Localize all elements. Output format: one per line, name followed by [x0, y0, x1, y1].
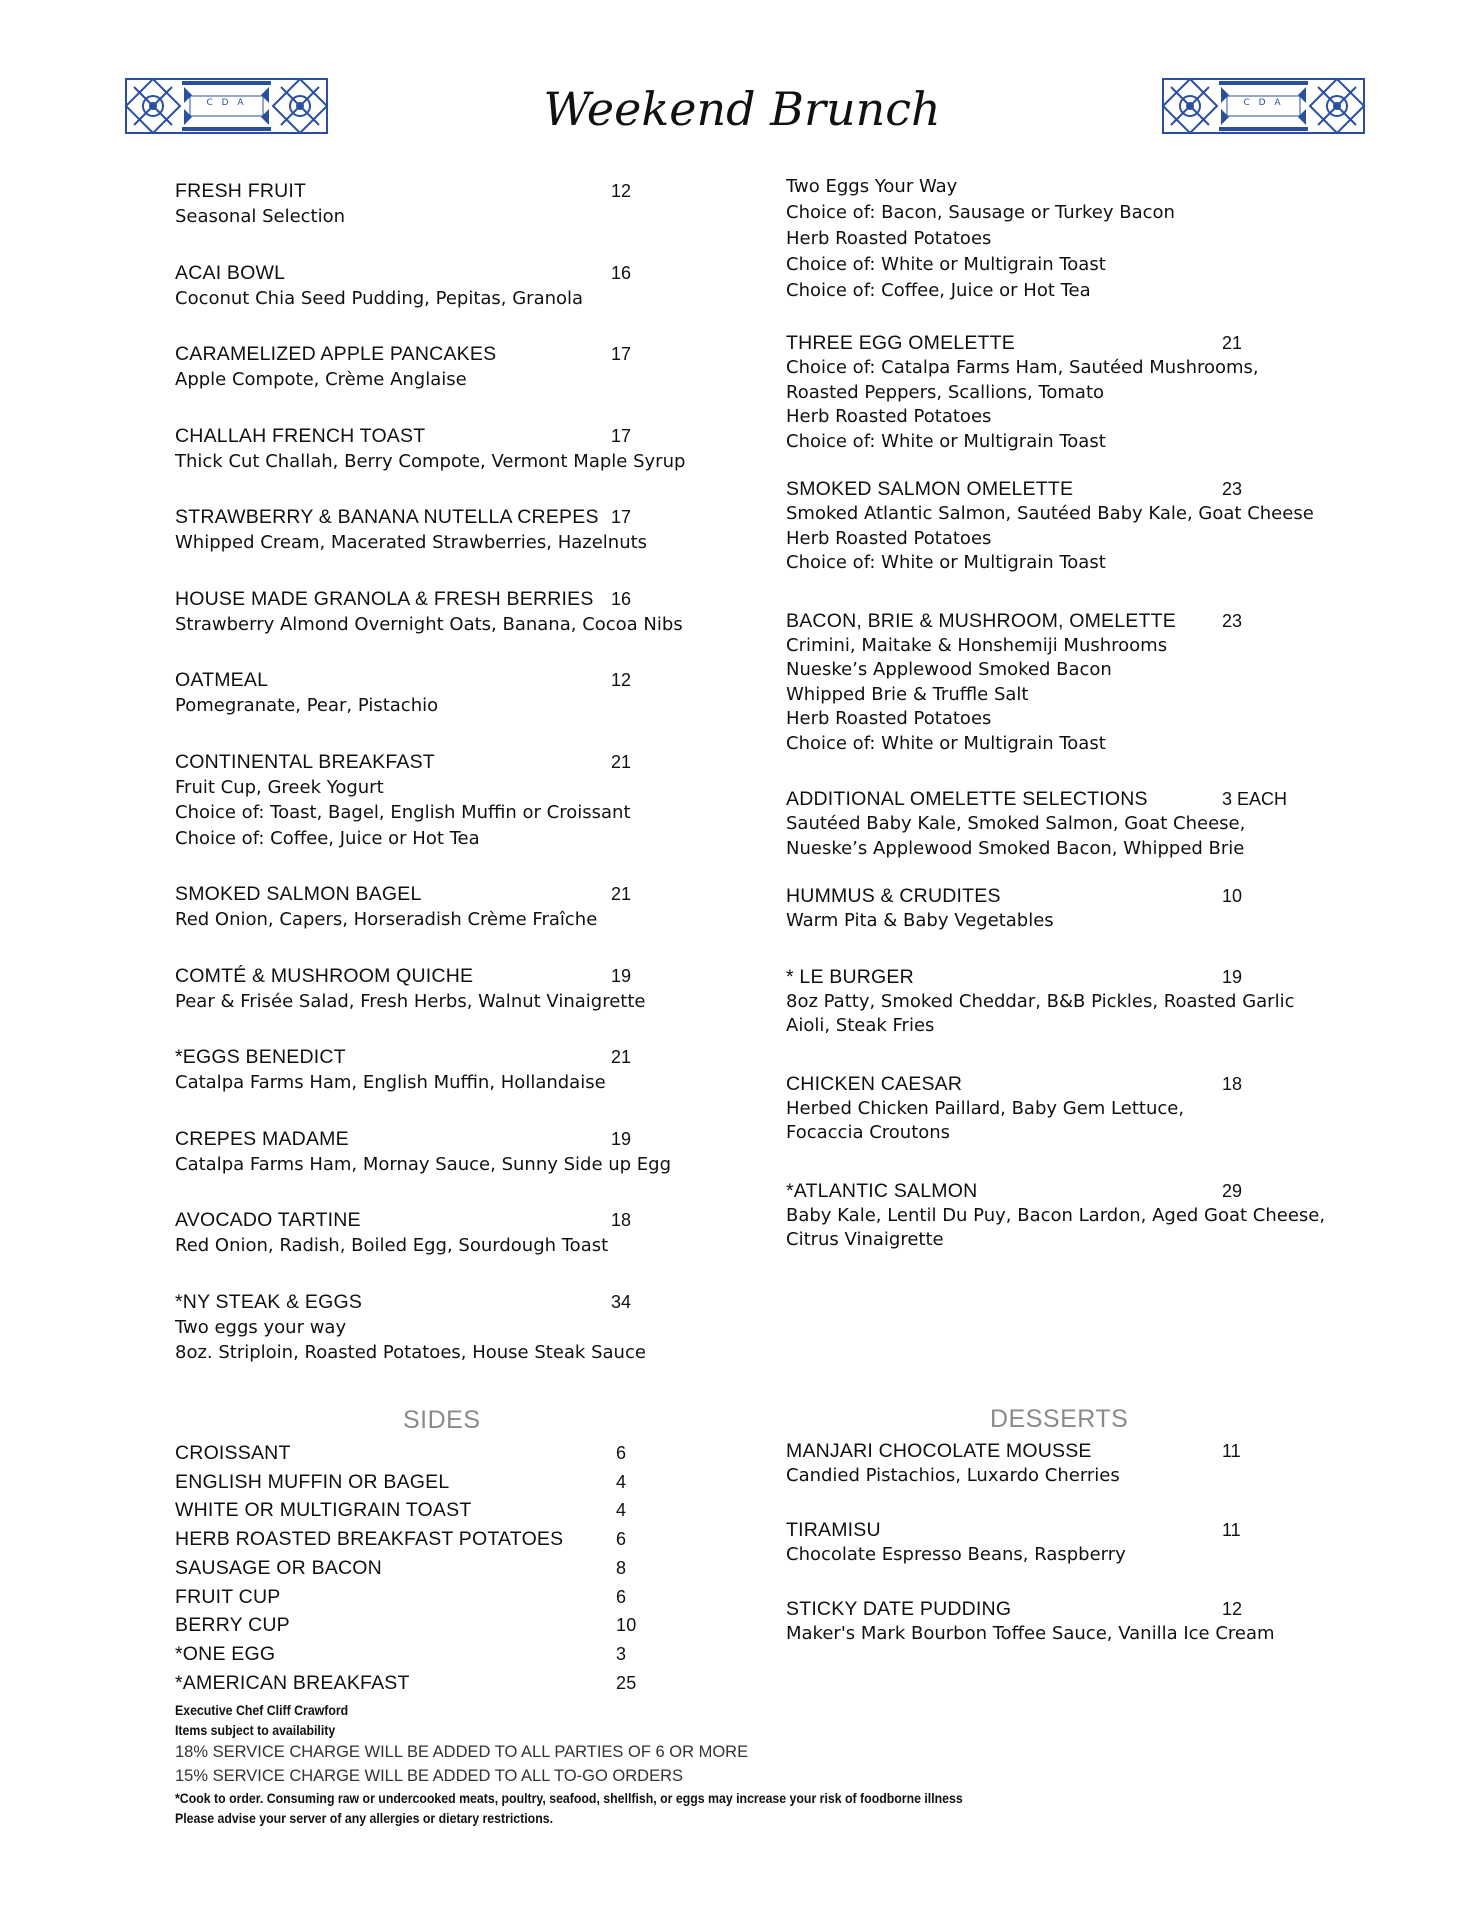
side-item — [175, 1669, 655, 1698]
menu-item-description: Red Onion, Radish, Boiled Egg, Sourdough Toast — [175, 1235, 609, 1256]
menu-item — [175, 1126, 675, 1178]
menu-item-description: Two eggs your way — [175, 1316, 347, 1338]
menu-item-name: ADDITIONAL OMELETTE SELECTIONS — [786, 788, 1148, 810]
menu-item-description: Focaccia Croutons — [786, 1122, 951, 1143]
menu-item-description: Choice of: Catalpa Farms Ham, Sautéed Mushrooms, — [786, 357, 1259, 378]
side-item — [175, 1439, 655, 1468]
menu-item — [786, 786, 1326, 861]
menu-item-price: 10 — [1222, 886, 1243, 906]
menu-item-name: BACON, BRIE & MUSHROOM, OMELETTE — [786, 609, 1176, 632]
menu-item-description: Apple Compote, Crème Anglaise — [175, 369, 467, 390]
menu-item — [175, 1207, 675, 1259]
side-item-price: 6 — [616, 1586, 627, 1607]
dessert-description: Chocolate Espresso Beans, Raspberry — [786, 1544, 1126, 1565]
menu-item-name: AVOCADO TARTINE — [175, 1209, 361, 1231]
menu-item-description: Herbed Chicken Paillard, Baby Gem Lettuce, — [786, 1097, 1185, 1119]
menu-item — [175, 881, 675, 933]
right-menu-items — [786, 330, 1326, 1253]
chef-credit: Executive Chef Cliff Crawford — [175, 1702, 349, 1718]
menu-item-description: Crimini, Maitake & Honshemiji Mushrooms — [786, 634, 1168, 656]
menu-item-name: *NY STEAK & EGGS — [175, 1290, 363, 1313]
menu-item-price: 29 — [1222, 1180, 1243, 1201]
menu-item — [175, 586, 683, 638]
menu-item-description: Red Onion, Capers, Horseradish Crème Fraîche — [175, 909, 598, 930]
menu-item-name: *EGGS BENEDICT — [175, 1046, 346, 1068]
menu-item-description: Thick Cut Challah, Berry Compote, Vermont Maple Syrup — [175, 450, 686, 472]
menu-item — [175, 667, 675, 719]
menu-item-name: CHALLAH FRENCH TOAST — [175, 424, 426, 447]
menu-item-price: 16 — [611, 262, 632, 283]
menu-item-price: 21 — [1222, 333, 1243, 353]
side-item-price: 3 — [616, 1643, 627, 1664]
menu-item — [175, 749, 675, 852]
menu-item-name: ACAI BOWL — [175, 261, 286, 284]
menu-item-name: CHICKEN CAESAR — [786, 1072, 963, 1095]
menu-item — [175, 1044, 675, 1096]
menu-item-name: *ATLANTIC SALMON — [786, 1179, 978, 1202]
menu-item-description: Coconut Chia Seed Pudding, Pepitas, Granola — [175, 287, 584, 309]
menu-item-description: Pear & Frisée Salad, Fresh Herbs, Walnut Vinaigrette — [175, 990, 646, 1012]
side-item — [175, 1640, 655, 1669]
menu-item — [786, 883, 1326, 934]
side-item-name: WHITE OR MULTIGRAIN TOAST — [175, 1499, 472, 1522]
american-breakfast-line: Choice of: White or Multigrain Toast — [786, 254, 1106, 275]
american-breakfast-line: Choice of: Coffee, Juice or Hot Tea — [786, 280, 1091, 301]
side-item — [175, 1525, 655, 1554]
sides-title: SIDES — [403, 1406, 481, 1434]
menu-item-description: Whipped Cream, Macerated Strawberries, Hazelnuts — [175, 532, 648, 553]
menu-item-name: SMOKED SALMON BAGEL — [175, 883, 422, 905]
menu-item-name: STRAWBERRY & BANANA NUTELLA CREPES — [175, 506, 599, 528]
dessert-description: Candied Pistachios, Luxardo Cherries — [786, 1465, 1120, 1486]
american-breakfast-block — [786, 174, 1326, 304]
left-menu-column — [175, 178, 686, 1366]
side-item-price: 25 — [616, 1672, 637, 1693]
menu-item-name: CREPES MADAME — [175, 1127, 349, 1150]
side-item-name: FRUIT CUP — [175, 1585, 281, 1608]
menu-item — [786, 330, 1326, 454]
logo-text: C D A — [206, 98, 247, 108]
side-item-price: 6 — [616, 1443, 627, 1463]
side-item-price: 4 — [616, 1471, 627, 1492]
american-breakfast-line: Two Eggs Your Way — [786, 176, 958, 197]
menu-item-description: Smoked Atlantic Salmon, Sautéed Baby Kale, Goat Cheese — [786, 503, 1314, 524]
page-title: Weekend Brunch — [543, 82, 941, 136]
side-item-name: CROISSANT — [175, 1442, 291, 1464]
menu-item-price: 19 — [611, 965, 632, 986]
menu-item-description: Choice of: White or Multigrain Toast — [786, 552, 1106, 573]
american-breakfast-line: Choice of: Bacon, Sausage or Turkey Bacon — [786, 202, 1175, 223]
menu-item-description: Catalpa Farms Ham, Mornay Sauce, Sunny Side up Egg — [175, 1153, 672, 1175]
menu-item-description: Strawberry Almond Overnight Oats, Banana, Cocoa Nibs — [175, 613, 683, 635]
menu-item — [175, 341, 675, 393]
menu-item-description: 8oz Patty, Smoked Cheddar, B&B Pickles, Roasted Garlic — [786, 990, 1295, 1012]
menu-item-name: CONTINENTAL BREAKFAST — [175, 750, 435, 773]
menu-item-price: 3 EACH — [1222, 789, 1288, 809]
menu-item-description: Choice of: White or Multigrain Toast — [786, 430, 1106, 452]
menu-item-price: 17 — [611, 425, 632, 446]
menu-item-description: Sautéed Baby Kale, Smoked Salmon, Goat Cheese, — [786, 813, 1246, 834]
menu-item-price: 21 — [611, 751, 632, 772]
menu-item-price: 19 — [611, 1128, 632, 1149]
menu-item-description: Seasonal Selection — [175, 206, 346, 227]
side-item-name: SAUSAGE OR BACON — [175, 1556, 382, 1579]
side-item — [175, 1583, 655, 1612]
menu-item-name: CARAMELIZED APPLE PANCAKES — [175, 343, 497, 365]
menu-item-name: HUMMUS & CRUDITES — [786, 885, 1001, 907]
dessert-item — [786, 1438, 1326, 1488]
menu-item-price: 34 — [611, 1291, 632, 1312]
service-charge-togo: 15% SERVICE CHARGE WILL BE ADDED TO ALL TO-GO ORDERS — [175, 1767, 683, 1785]
menu-item-description: Fruit Cup, Greek Yogurt — [175, 776, 384, 798]
menu-item-price: 21 — [611, 1047, 632, 1067]
menu-item — [175, 260, 675, 312]
menu-item-description: Choice of: White or Multigrain Toast — [786, 732, 1106, 754]
service-charge-parties: 18% SERVICE CHARGE WILL BE ADDED TO ALL PARTIES OF 6 OR MORE — [175, 1743, 749, 1761]
allergy-note: Please advise your server of any allergies or dietary restrictions. — [175, 1810, 554, 1826]
menu-item-description: Nueske’s Applewood Smoked Bacon, Whipped Brie — [786, 837, 1245, 859]
dessert-price: 11 — [1222, 1520, 1241, 1540]
menu-item — [175, 178, 675, 230]
dessert-name: MANJARI CHOCOLATE MOUSSE — [786, 1440, 1092, 1462]
menu-item-name: FRESH FRUIT — [175, 180, 307, 202]
right-menu-column — [786, 174, 1326, 1253]
menu-item-name: COMTÉ & MUSHROOM QUICHE — [175, 964, 474, 987]
menu-item — [786, 476, 1326, 576]
side-item — [175, 1468, 655, 1497]
side-item — [175, 1554, 655, 1583]
menu-item-description: 8oz. Striploin, Roasted Potatoes, House Steak Sauce — [175, 1342, 646, 1363]
menu-item-price: 12 — [611, 670, 632, 690]
menu-item — [786, 1071, 1326, 1146]
side-item-name: HERB ROASTED BREAKFAST POTATOES — [175, 1528, 564, 1551]
menu-item — [175, 1289, 675, 1366]
menu-item-price: 19 — [1222, 966, 1243, 987]
side-item-price: 6 — [616, 1529, 627, 1550]
menu-item — [175, 504, 675, 556]
dessert-name: TIRAMISU — [786, 1519, 881, 1541]
menu-item-description: Choice of: Coffee, Juice or Hot Tea — [175, 827, 480, 849]
menu-item — [786, 1178, 1326, 1253]
menu-item-price: 23 — [1222, 610, 1243, 631]
menu-item-description: Aioli, Steak Fries — [786, 1015, 935, 1036]
menu-item-description: Pomegranate, Pear, Pistachio — [175, 695, 439, 716]
side-item — [175, 1496, 655, 1525]
side-item-price: 10 — [616, 1615, 637, 1636]
menu-item-description: Herb Roasted Potatoes — [786, 708, 992, 729]
dessert-price: 12 — [1222, 1599, 1243, 1619]
menu-item-description: Warm Pita & Baby Vegetables — [786, 910, 1054, 931]
side-item-price: 4 — [616, 1500, 627, 1521]
side-item-name: *ONE EGG — [175, 1642, 276, 1665]
dessert-price: 11 — [1222, 1441, 1241, 1461]
menu-item-name: THREE EGG OMELETTE — [786, 332, 1015, 354]
menu-item-price: 21 — [611, 884, 632, 904]
menu-item-description: Catalpa Farms Ham, English Muffin, Hollandaise — [175, 1072, 606, 1093]
menu-item-description: Citrus Vinaigrette — [786, 1229, 944, 1250]
availability-note: Items subject to availability — [175, 1722, 336, 1738]
foodborne-warning: *Cook to order. Consuming raw or undercooked meats, poultry, seafood, shellfish, or eggs may increase your risk of foodborne illness — [175, 1790, 963, 1806]
logo-text: C D A — [1243, 98, 1284, 108]
side-item-name: ENGLISH MUFFIN OR BAGEL — [175, 1470, 450, 1493]
side-item — [175, 1611, 655, 1640]
menu-item-price: 18 — [611, 1210, 632, 1230]
sides-list — [175, 1439, 655, 1697]
side-item-name: BERRY CUP — [175, 1614, 290, 1637]
menu-item-description: Whipped Brie & Truffle Salt — [786, 683, 1029, 705]
menu-item-description: Baby Kale, Lentil Du Puy, Bacon Lardon, Aged Goat Cheese, — [786, 1204, 1326, 1226]
menu-item-price: 18 — [1222, 1073, 1243, 1094]
side-item-name: *AMERICAN BREAKFAST — [175, 1671, 410, 1694]
menu-item-price: 23 — [1222, 479, 1243, 499]
menu-item-price: 12 — [611, 181, 632, 201]
dessert-name: STICKY DATE PUDDING — [786, 1598, 1012, 1620]
menu-item-name: OATMEAL — [175, 669, 269, 691]
menu-item-description: Herb Roasted Potatoes — [786, 406, 992, 427]
menu-item-name: SMOKED SALMON OMELETTE — [786, 478, 1074, 500]
menu-item-name: * LE BURGER — [786, 965, 914, 988]
dessert-item — [786, 1517, 1326, 1567]
menu-item-description: Nueske’s Applewood Smoked Bacon — [786, 659, 1112, 680]
desserts-title: DESSERTS — [990, 1405, 1129, 1433]
menu-item-price: 16 — [611, 588, 632, 609]
menu-item — [786, 608, 1326, 757]
dessert-description: Maker's Mark Bourbon Toffee Sauce, Vanilla Ice Cream — [786, 1623, 1275, 1644]
side-item-price: 8 — [616, 1557, 627, 1578]
menu-item-price: 17 — [611, 344, 632, 364]
dessert-item — [786, 1596, 1326, 1646]
menu-item-name: HOUSE MADE GRANOLA & FRESH BERRIES — [175, 587, 594, 610]
menu-item-description: Herb Roasted Potatoes — [786, 527, 992, 549]
menu-item — [175, 963, 675, 1015]
footer — [175, 1700, 1275, 1828]
menu-item — [786, 964, 1326, 1039]
desserts-list — [786, 1438, 1326, 1675]
american-breakfast-line: Herb Roasted Potatoes — [786, 228, 992, 249]
menu-item-description: Roasted Peppers, Scallions, Tomato — [786, 381, 1105, 403]
menu-item — [175, 423, 686, 475]
menu-item-description: Choice of: Toast, Bagel, English Muffin or Croissant — [175, 802, 631, 823]
menu-item-price: 17 — [611, 507, 632, 527]
